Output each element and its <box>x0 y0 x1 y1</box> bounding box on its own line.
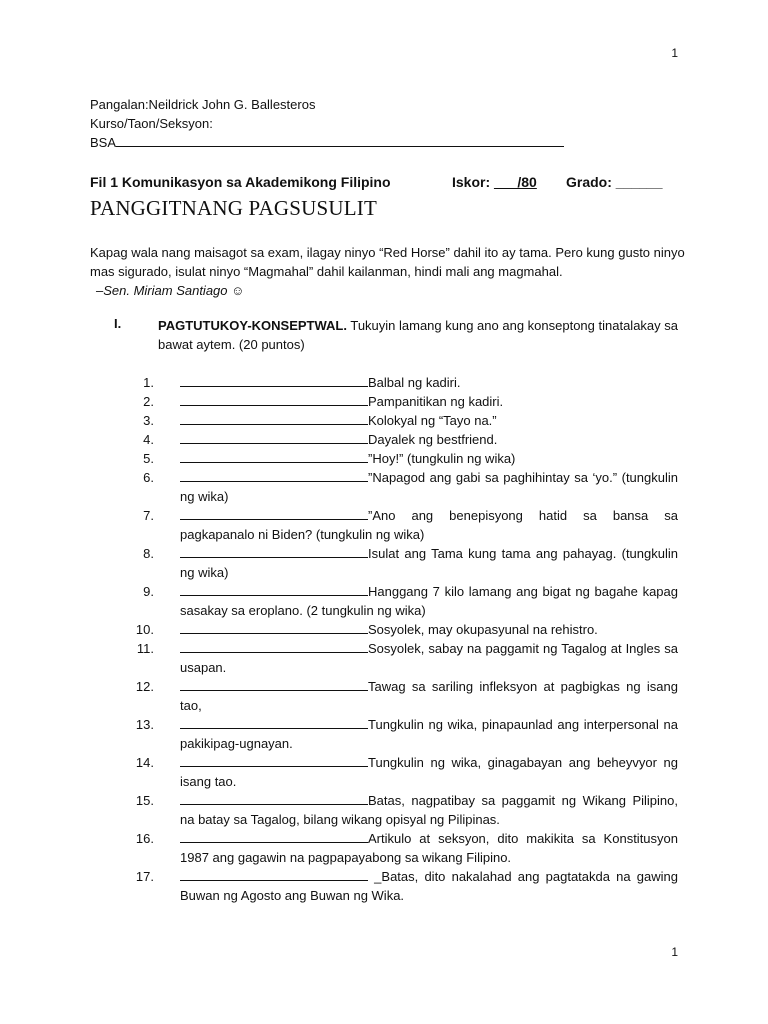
question-number: 15. <box>135 793 154 808</box>
answer-blank[interactable] <box>180 867 368 881</box>
question-item <box>135 867 678 905</box>
question-item <box>135 829 678 867</box>
bsa-blank-line <box>116 134 564 147</box>
section-instruction-text: Tukuyin lamang kung ano ang konseptong tinatalakay sa bawat aytem. (20 puntos) <box>158 318 678 352</box>
question-number: 3. <box>143 413 154 428</box>
question-body <box>180 677 678 715</box>
question-body <box>180 791 678 829</box>
answer-blank[interactable] <box>180 829 368 843</box>
answer-blank[interactable] <box>180 582 368 596</box>
section-numeral: I. <box>114 316 122 331</box>
exam-title: PANGGITNANG PAGSUSULIT <box>90 196 377 220</box>
question-item <box>143 392 678 411</box>
question-item <box>135 620 678 639</box>
question-text: Isulat ang Tama kung tama ang pahayag. (tungkulin ng wika) <box>180 546 678 580</box>
course-title: Fil 1 Komunikasyon sa Akademikong Filipino <box>90 174 391 190</box>
answer-blank[interactable] <box>180 411 368 425</box>
question-body <box>180 829 678 867</box>
question-item <box>135 753 678 791</box>
answer-blank[interactable] <box>180 677 368 691</box>
question-text: Dayalek ng bestfriend. <box>368 432 498 447</box>
student-info <box>90 95 690 152</box>
question-body <box>180 468 678 506</box>
answer-blank[interactable] <box>180 639 368 653</box>
bsa-line <box>90 133 690 152</box>
quote-block <box>90 243 690 300</box>
quote-author: –Sen. Miriam Santiago ☺ <box>96 283 245 298</box>
question-item <box>143 373 678 392</box>
answer-blank[interactable] <box>180 715 368 729</box>
question-number: 16. <box>135 831 154 846</box>
answer-blank[interactable] <box>180 392 368 406</box>
question-text: Kolokyal ng “Tayo na.” <box>368 413 497 428</box>
grade-blank: ______ <box>615 174 663 190</box>
score-value: ___/80 <box>494 174 537 190</box>
student-name: Pangalan:Neildrick John G. Ballesteros <box>90 97 316 112</box>
question-number: 13. <box>135 717 154 732</box>
question-item <box>143 582 678 620</box>
question-item <box>143 544 678 582</box>
question-text: ”Ano ang benepisyong hatid sa bansa sa pagkapanalo ni Biden? (tungkulin ng wika) <box>180 508 678 542</box>
question-text: Tungkulin ng wika, pinapaunlad ang interpersonal na pakikipag-ugnayan. <box>180 717 678 751</box>
question-number: 5. <box>143 451 154 466</box>
question-item <box>143 411 678 430</box>
answer-blank[interactable] <box>180 620 368 634</box>
question-text: Pampanitikan ng kadiri. <box>368 394 504 409</box>
page-number-bottom: 1 <box>671 945 678 959</box>
question-body <box>180 373 678 392</box>
question-number: 14. <box>135 755 154 770</box>
question-body <box>180 715 678 753</box>
question-text: ”Napagod ang gabi sa paghihintay sa ‘yo.” (tungkulin ng wika) <box>180 470 678 504</box>
answer-blank[interactable] <box>180 753 368 767</box>
question-item <box>135 677 678 715</box>
question-item <box>143 430 678 449</box>
question-text: Sosyolek, sabay na paggamit ng Tagalog at Ingles sa usapan. <box>180 641 678 675</box>
question-item <box>135 791 678 829</box>
question-text: Tawag sa sariling infleksyon at pagbigkas ng isang tao, <box>180 679 678 713</box>
question-text: _Batas, dito nakalahad ang pagtatakda na gawing Buwan ng Agosto ang Buwan ng Wika. <box>180 869 678 903</box>
question-body <box>180 582 678 620</box>
question-body <box>180 392 678 411</box>
section-instructions <box>158 316 678 354</box>
answer-blank[interactable] <box>180 430 368 444</box>
question-number: 12. <box>135 679 154 694</box>
question-body <box>180 544 678 582</box>
question-text: Sosyolek, may okupasyunal na rehistro. <box>368 622 598 637</box>
question-item <box>136 639 678 677</box>
question-item <box>143 449 678 468</box>
question-number: 11. <box>136 641 154 656</box>
question-body <box>180 430 678 449</box>
question-body <box>180 449 678 468</box>
score-field <box>452 174 537 190</box>
question-text: Hanggang 7 kilo lamang ang bigat ng bagahe kapag sasakay sa eroplano. (2 tungkulin ng wika) <box>180 584 678 618</box>
question-body <box>180 620 678 639</box>
question-number: 6. <box>143 470 154 485</box>
bsa-label: BSA <box>90 135 117 150</box>
question-number: 9. <box>143 584 154 599</box>
question-text: Batas, nagpatibay sa paggamit ng Wikang Pilipino, na batay sa Tagalog, bilang wikang opisyal ng Pilipinas. <box>180 793 678 827</box>
question-list <box>135 373 678 905</box>
question-body <box>180 411 678 430</box>
answer-blank[interactable] <box>180 791 368 805</box>
question-text: Tungkulin ng wika, ginagabayan ang beheyvyor ng isang tao. <box>180 755 678 789</box>
answer-blank[interactable] <box>180 468 368 482</box>
question-item <box>143 468 678 506</box>
question-text: Artikulo at seksyon, dito makikita sa Konstitusyon 1987 ang gagawin na pagpapayabong sa wikang Filipino. <box>180 831 678 865</box>
question-number: 7. <box>143 508 154 523</box>
kurso-taon-seksyon: Kurso/Taon/Seksyon: <box>90 116 213 131</box>
question-body <box>180 867 678 905</box>
question-item <box>143 506 678 544</box>
section-heading: PAGTUTUKOY-KONSEPTWAL. <box>158 318 347 333</box>
score-label: Iskor: <box>452 174 495 190</box>
question-number: 17. <box>135 869 154 884</box>
question-number: 10. <box>135 622 154 637</box>
grade-label: Grado: <box>566 174 616 190</box>
question-number: 1. <box>143 375 154 390</box>
answer-blank[interactable] <box>180 449 368 463</box>
question-body <box>180 506 678 544</box>
question-text: Balbal ng kadiri. <box>368 375 461 390</box>
question-body <box>180 639 678 677</box>
answer-blank[interactable] <box>180 544 368 558</box>
course-header <box>90 174 690 190</box>
answer-blank[interactable] <box>180 506 368 520</box>
question-text: ”Hoy!” (tungkulin ng wika) <box>368 451 516 466</box>
question-number: 8. <box>143 546 154 561</box>
grade-field <box>566 174 663 190</box>
question-item <box>135 715 678 753</box>
page-number-top: 1 <box>671 46 678 60</box>
question-number: 2. <box>143 394 154 409</box>
question-number: 4. <box>143 432 154 447</box>
question-body <box>180 753 678 791</box>
quote-text: Kapag wala nang maisagot sa exam, ilagay ninyo “Red Horse” dahil ito ay tama. Pero kung gusto ninyo mas sigurado, isulat ninyo “Magmahal” dahil kailanman, hindi mali ang magmahal. <box>90 245 685 279</box>
answer-blank[interactable] <box>180 373 368 387</box>
